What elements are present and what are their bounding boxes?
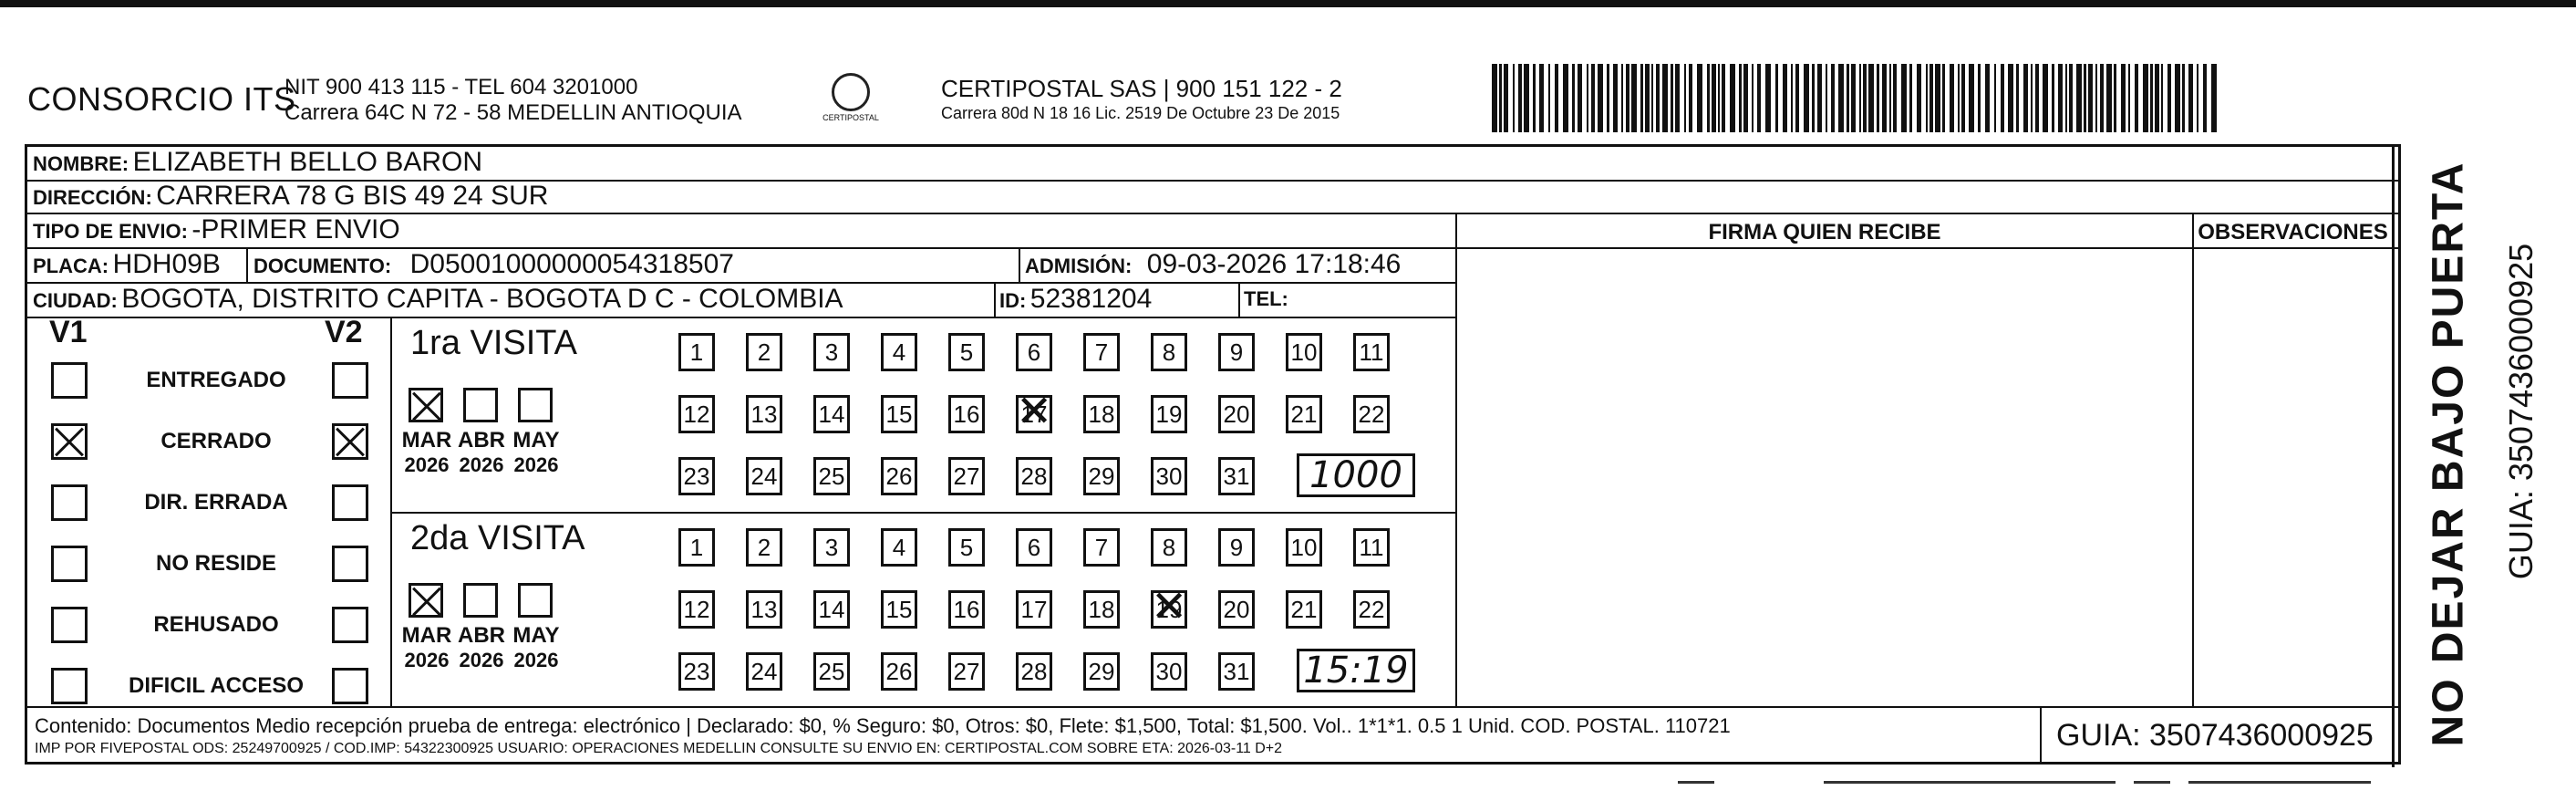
day-box: 28 — [1016, 457, 1052, 495]
day-box: 19 — [1151, 395, 1187, 433]
barcode-bar — [2035, 64, 2039, 132]
barcode-bar — [1504, 64, 1508, 132]
barcode-bar — [2031, 64, 2033, 132]
barcode-bar — [1863, 64, 1867, 132]
tipo-row — [33, 214, 400, 245]
day-box: 18 — [1083, 590, 1120, 629]
barcode-bar — [2016, 64, 2019, 132]
barcode-bar — [1985, 64, 1990, 132]
barcode-bar — [2088, 64, 2093, 132]
barcode-bar — [1847, 64, 1849, 132]
day-box: 12 — [678, 590, 715, 629]
day-box: 24 — [746, 652, 782, 691]
direccion-value: CARRERA 78 G BIS 49 24 SUR — [156, 181, 549, 211]
barcode-bar — [1587, 64, 1588, 132]
day-box: 3 — [813, 333, 850, 371]
barcode-bar — [1909, 64, 1912, 132]
month-checkbox — [409, 388, 443, 422]
barcode-bar — [2052, 64, 2054, 132]
side-guia: GUIA: 3507436000925 — [2502, 243, 2540, 580]
edge-mark — [2188, 781, 2371, 784]
ciudad-value: BOGOTA, DISTRITO CAPITA - BOGOTA D C - COLOMBIA — [121, 284, 843, 314]
month-label — [399, 428, 454, 477]
barcode-bar — [1533, 64, 1536, 132]
tel-field — [1244, 287, 1288, 311]
time-box: 15:19 — [1297, 649, 1415, 692]
visit-title: 2da VISITA — [410, 519, 585, 557]
top-border — [0, 0, 2576, 7]
day-box: 31 — [1218, 457, 1255, 495]
barcode-bar — [1877, 64, 1879, 132]
nombre-row — [33, 147, 482, 178]
barcode-bar — [1656, 64, 1660, 132]
barcode-bar — [2203, 64, 2207, 132]
company-name: CONSORCIO ITS — [27, 80, 296, 118]
month-label — [454, 428, 509, 477]
status-label: ENTREGADO — [146, 368, 286, 392]
day-box: 2 — [746, 528, 782, 567]
v1-checkbox — [51, 668, 88, 704]
barcode-bar — [2008, 64, 2013, 132]
day-box: 26 — [881, 457, 917, 495]
day-box: 15 — [881, 590, 917, 629]
barcode-bar — [1739, 64, 1742, 132]
barcode-bar — [1942, 64, 1945, 132]
certipostal-logo — [819, 73, 883, 128]
barcode-bar — [2084, 64, 2086, 132]
barcode-bar — [1868, 64, 1874, 132]
barcode-bar — [1775, 64, 1778, 132]
barcode-bar — [1812, 64, 1815, 132]
barcode-bar — [2182, 64, 2185, 132]
day-box: 14 — [813, 590, 850, 629]
side-panel — [2407, 155, 2540, 757]
barcode-bar — [1838, 64, 1844, 132]
month-checkbox — [518, 583, 553, 618]
tel-label: TEL: — [1244, 287, 1288, 310]
barcode-bar — [2175, 64, 2180, 132]
day-box: 20 — [1218, 395, 1255, 433]
day-box: 25 — [813, 457, 850, 495]
day-box: 23 — [678, 457, 715, 495]
placa-label: PLACA: — [33, 255, 109, 277]
day-box: 30 — [1151, 652, 1187, 691]
ciudad-field — [33, 284, 843, 315]
month-checkbox — [463, 583, 498, 618]
month-year: 2026 — [459, 649, 504, 671]
barcode-bar — [1621, 64, 1623, 132]
v1-checkbox — [51, 362, 88, 399]
barcode-bar — [1917, 64, 1921, 132]
barcode-bar — [2114, 64, 2116, 132]
day-box: 20 — [1218, 590, 1255, 629]
barcode-bar — [2095, 64, 2097, 132]
day-box: 29 — [1083, 652, 1120, 691]
day-box: 5 — [948, 528, 985, 567]
id-label: ID: — [999, 289, 1027, 312]
barcode-bar — [2121, 64, 2126, 132]
barcode-bar — [2197, 64, 2198, 132]
month-label — [454, 623, 509, 672]
barcode-bar — [1817, 64, 1822, 132]
month-checkbox — [518, 388, 553, 422]
day-box: 9 — [1218, 528, 1255, 567]
id-field — [999, 284, 1152, 315]
barcode-bar — [2043, 64, 2048, 132]
footer-guia: GUIA: 3507436000925 — [2056, 718, 2374, 753]
month-name: MAR — [401, 428, 452, 453]
barcode-bar — [1645, 64, 1650, 132]
logo-text: CERTIPOSTAL — [822, 113, 879, 122]
v1-header: V1 — [49, 315, 88, 349]
day-box: 10 — [1286, 528, 1322, 567]
barcode-bar — [1651, 64, 1653, 132]
day-box: 12 — [678, 395, 715, 433]
barcode-bar — [2135, 64, 2138, 132]
barcode-bar — [1791, 64, 1793, 132]
barcode-bar — [1893, 64, 1897, 132]
id-value: 52381204 — [1029, 284, 1153, 314]
barcode-bar — [2150, 64, 2153, 132]
month-name: MAY — [512, 428, 560, 453]
barcode-bar — [2001, 64, 2004, 132]
status-label: DIFICIL ACCESO — [128, 673, 304, 698]
barcode-bar — [2058, 64, 2063, 132]
status-label: CERRADO — [160, 429, 272, 453]
barcode-bar — [1626, 64, 1629, 132]
barcode — [1492, 64, 2221, 132]
v1-checkbox — [51, 607, 88, 643]
month-label — [509, 428, 564, 477]
barcode-bar — [2143, 64, 2148, 132]
day-box: 27 — [948, 652, 985, 691]
footer-content: Contenido: Documentos Medio recepción prueba de entrega: electrónico | Declarado: $0, % Seguro: $0, Otros: $0, Flete: $1,500, Total: $1,500. Vol.. 1*1*1. 0.5 1 Unid. COD. POSTAL. 110721 — [35, 714, 1731, 737]
barcode-bar — [1765, 64, 1771, 132]
day-box: 8 — [1151, 333, 1187, 371]
status-label: REHUSADO — [153, 612, 279, 637]
day-box: 21 — [1286, 395, 1322, 433]
day-box: 17 — [1016, 590, 1052, 629]
barcode-bar — [2076, 64, 2082, 132]
admision-field — [1025, 249, 1401, 280]
nombre-value: ELIZABETH BELLO BARON — [132, 147, 483, 177]
day-box: 22 — [1353, 590, 1390, 629]
visit-title: 1ra VISITA — [410, 324, 578, 362]
month-year: 2026 — [404, 453, 450, 476]
day-box: 16 — [948, 590, 985, 629]
barcode-bar — [2106, 64, 2112, 132]
month-name: MAY — [512, 623, 560, 648]
barcode-bar — [1851, 64, 1856, 132]
day-box: 9 — [1218, 333, 1255, 371]
day-box: 6 — [1016, 528, 1052, 567]
documento-value: D05001000000054318507 — [409, 249, 734, 279]
day-box: 14 — [813, 395, 850, 433]
barcode-bar — [2167, 64, 2171, 132]
day-box: 24 — [746, 457, 782, 495]
day-box: 3 — [813, 528, 850, 567]
barcode-bar — [1969, 64, 1974, 132]
tipo-label: TIPO DE ENVIO: — [33, 220, 188, 243]
day-box: 7 — [1083, 528, 1120, 567]
barcode-bar — [1743, 64, 1748, 132]
day-box: 11 — [1353, 333, 1390, 371]
month-name: ABR — [458, 623, 505, 648]
barcode-bar — [2069, 64, 2073, 132]
month-year: 2026 — [513, 453, 559, 476]
month-name: ABR — [458, 428, 505, 453]
day-box: 2 — [746, 333, 782, 371]
barcode-bar — [1607, 64, 1609, 132]
month-label — [509, 623, 564, 672]
status-label: NO RESIDE — [155, 551, 277, 576]
day-box: 30 — [1151, 457, 1187, 495]
month-year: 2026 — [404, 649, 450, 671]
carrier-name: CERTIPOSTAL SAS | 900 151 122 - 2 — [941, 75, 1342, 102]
edge-mark — [1678, 781, 1714, 784]
day-box: 5 — [948, 333, 985, 371]
barcode-bar — [1958, 64, 1960, 132]
barcode-bar — [1730, 64, 1735, 132]
day-box: 26 — [881, 652, 917, 691]
day-box: 7 — [1083, 333, 1120, 371]
day-box: 10 — [1286, 333, 1322, 371]
barcode-bar — [2128, 64, 2130, 132]
barcode-bar — [1640, 64, 1643, 132]
v2-header: V2 — [325, 315, 363, 349]
barcode-bar — [1994, 64, 1996, 132]
barcode-bar — [1722, 64, 1725, 132]
tipo-value: -PRIMER ENVIO — [191, 214, 400, 244]
day-box: 29 — [1083, 457, 1120, 495]
barcode-bar — [1859, 64, 1861, 132]
nombre-label: NOMBRE: — [33, 152, 129, 175]
day-box: 13 — [746, 590, 782, 629]
barcode-bar — [1826, 64, 1827, 132]
barcode-bar — [2065, 64, 2067, 132]
day-box: 22 — [1353, 395, 1390, 433]
barcode-bar — [2211, 64, 2217, 132]
day-box: 1 — [678, 528, 715, 567]
barcode-bar — [1889, 64, 1891, 132]
barcode-bar — [1684, 64, 1686, 132]
company-info — [284, 75, 742, 126]
barcode-bar — [1675, 64, 1680, 132]
barcode-bar — [1882, 64, 1887, 132]
day-box: 13 — [746, 395, 782, 433]
month-checkbox — [409, 583, 443, 618]
v1-checkbox — [51, 546, 88, 582]
barcode-bar — [1499, 64, 1502, 132]
logo-icon — [832, 73, 870, 111]
barcode-bar — [1578, 64, 1582, 132]
barcode-bar — [1492, 64, 1497, 132]
carrier-address: Carrera 80d N 18 16 Lic. 2519 De Octubre 23 De 2015 — [941, 104, 1340, 122]
barcode-bar — [1518, 64, 1522, 132]
month-checkbox — [463, 388, 498, 422]
admision-label: ADMISIÓN: — [1025, 255, 1133, 277]
v2-checkbox — [332, 668, 368, 704]
barcode-bar — [1757, 64, 1761, 132]
day-box: 27 — [948, 457, 985, 495]
barcode-bar — [1539, 64, 1544, 132]
day-box: 11 — [1353, 528, 1390, 567]
edge-mark — [2134, 781, 2170, 784]
company-nit: NIT 900 413 115 - TEL 604 3201000 — [284, 75, 638, 99]
v2-checkbox — [332, 423, 368, 460]
barcode-bar — [1831, 64, 1835, 132]
placa-field — [33, 249, 221, 280]
no-dejar-warning: NO DEJAR BAJO PUERTA — [2424, 161, 2473, 747]
barcode-bar — [1926, 64, 1928, 132]
v2-checkbox — [332, 546, 368, 582]
day-box: 25 — [813, 652, 850, 691]
day-box: 4 — [881, 528, 917, 567]
v1-checkbox — [51, 484, 88, 521]
barcode-bar — [1795, 64, 1799, 132]
edge-mark — [1824, 781, 2116, 784]
barcode-bar — [1752, 64, 1754, 132]
barcode-bar — [2100, 64, 2104, 132]
barcode-bar — [1689, 64, 1692, 132]
ciudad-label: CIUDAD: — [33, 289, 118, 312]
barcode-bar — [1712, 64, 1716, 132]
barcode-bar — [1555, 64, 1558, 132]
barcode-bar — [1950, 64, 1954, 132]
day-box: 21 — [1286, 590, 1322, 629]
signature-header: FIRMA QUIEN RECIBE — [1708, 220, 1941, 244]
barcode-bar — [1961, 64, 1965, 132]
barcode-bar — [1935, 64, 1940, 132]
barcode-bar — [1631, 64, 1637, 132]
barcode-bar — [2188, 64, 2193, 132]
day-box: 1 — [678, 333, 715, 371]
barcode-bar — [1591, 64, 1595, 132]
status-label: DIR. ERRADA — [144, 490, 288, 515]
day-box: 18 — [1083, 395, 1120, 433]
delivery-form — [25, 144, 2401, 765]
day-box: 23 — [678, 652, 715, 691]
month-year: 2026 — [459, 453, 504, 476]
barcode-bar — [1598, 64, 1603, 132]
month-label — [399, 623, 454, 672]
placa-value: HDH09B — [112, 249, 221, 279]
barcode-bar — [1901, 64, 1907, 132]
observaciones-header: OBSERVACIONES — [2198, 220, 2388, 244]
day-box: 8 — [1151, 528, 1187, 567]
barcode-bar — [1978, 64, 1981, 132]
documento-field — [253, 249, 734, 280]
barcode-bar — [1671, 64, 1673, 132]
day-box: 4 — [881, 333, 917, 371]
day-box: 6 — [1016, 333, 1052, 371]
day-box: 16 — [948, 395, 985, 433]
month-name: MAR — [401, 623, 452, 648]
barcode-bar — [1548, 64, 1550, 132]
barcode-bar — [1707, 64, 1710, 132]
v2-checkbox — [332, 484, 368, 521]
v2-checkbox — [332, 607, 368, 643]
barcode-bar — [1563, 64, 1568, 132]
day-box: 19 ✕ — [1151, 590, 1187, 629]
barcode-bar — [1613, 64, 1618, 132]
admision-value: 09-03-2026 17:18:46 — [1146, 249, 1402, 279]
day-box: 28 — [1016, 652, 1052, 691]
barcode-bar — [2023, 64, 2028, 132]
day-box: 15 — [881, 395, 917, 433]
barcode-bar — [1783, 64, 1787, 132]
direccion-row — [33, 181, 548, 212]
v1-checkbox — [51, 423, 88, 460]
barcode-bar — [1662, 64, 1668, 132]
footer-print-info: IMP POR FIVEPOSTAL ODS: 25249700925 / COD.IMP: 54322300925 USUARIO: OPERACIONES MEDELLIN CONSULTE SU ENVIO EN: CERTIPOSTAL.COM SOBRE ETA: 2026-03-11 D+2 — [35, 741, 1283, 756]
company-address: Carrera 64C N 72 - 58 MEDELLIN ANTIOQUIA — [284, 100, 742, 125]
barcode-bar — [1524, 64, 1529, 132]
time-box: 1000 — [1297, 453, 1415, 497]
barcode-bar — [1572, 64, 1575, 132]
barcode-bar — [2161, 64, 2163, 132]
documento-label: DOCUMENTO: — [253, 255, 392, 277]
barcode-bar — [1718, 64, 1720, 132]
day-box: 17 ✕ — [1016, 395, 1052, 433]
barcode-bar — [1804, 64, 1809, 132]
barcode-bar — [1513, 64, 1515, 132]
barcode-bar — [2155, 64, 2159, 132]
day-box: 31 — [1218, 652, 1255, 691]
v2-checkbox — [332, 362, 368, 399]
direccion-label: DIRECCIÓN: — [33, 186, 152, 209]
month-year: 2026 — [513, 649, 559, 671]
barcode-bar — [1929, 64, 1933, 132]
barcode-bar — [1697, 64, 1702, 132]
